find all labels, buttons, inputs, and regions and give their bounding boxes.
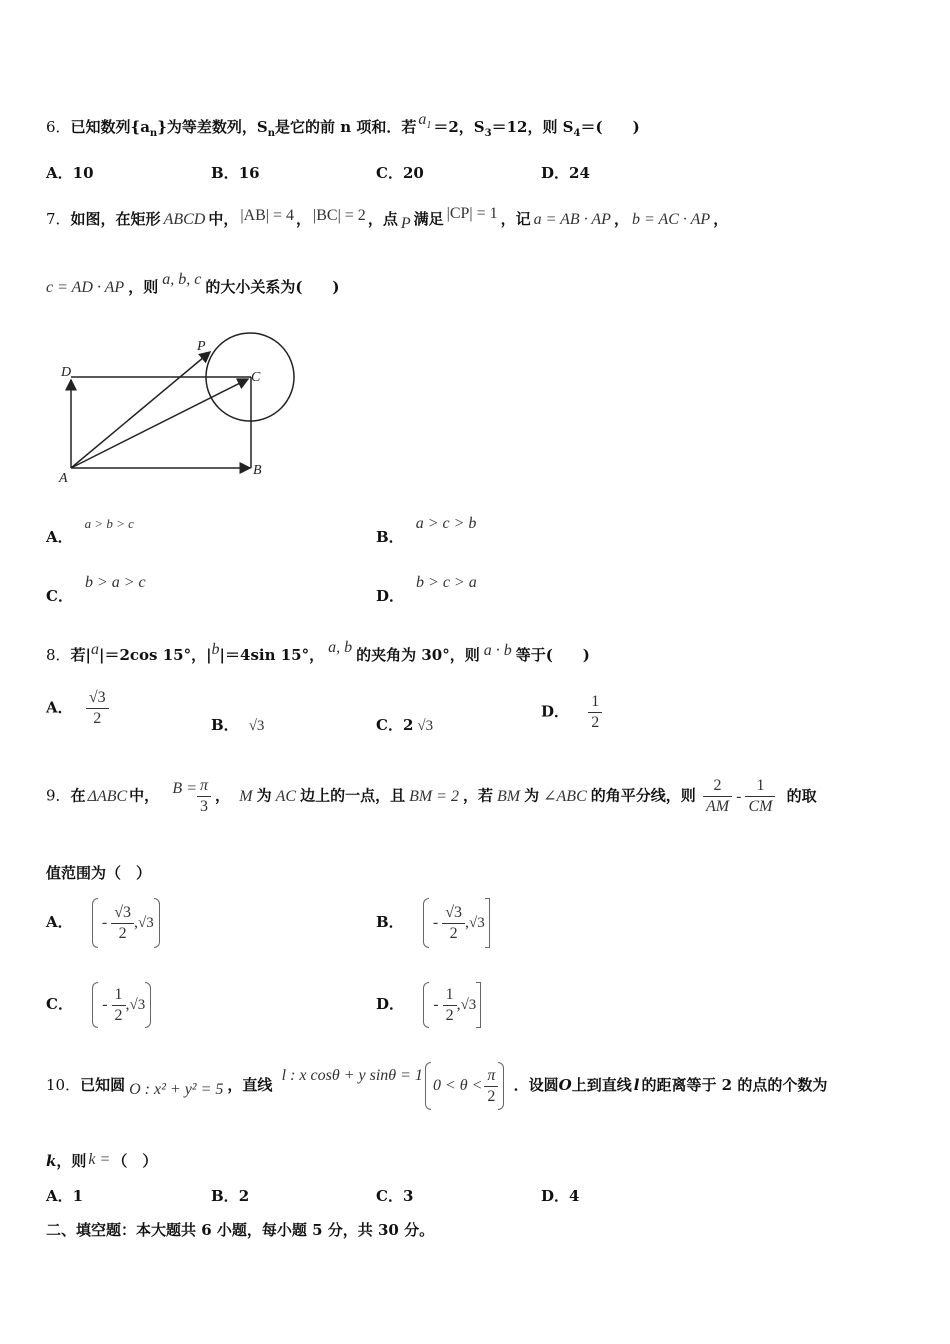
q6-option-b[interactable]: B．16 — [211, 164, 260, 182]
q9-option-c[interactable]: C． - $\frac{1}{2}$ ,√3 — [46, 982, 151, 1028]
q7-vector-ap — [71, 352, 210, 468]
q6-option-c[interactable]: C．20 — [376, 164, 424, 182]
q7-option-c[interactable]: C．b > a > c — [46, 574, 146, 605]
q8-option-a[interactable]: A． $\frac{√3}{2}$ — [46, 688, 109, 729]
q6-option-a[interactable]: A．10 — [46, 164, 94, 182]
q7-option-b[interactable]: B．a > c > b — [376, 515, 477, 546]
q7-stem-line1: 7．如图，在矩形 ABCD 中， |AB| = 4 ， |BC| = 2 ，点 P 满足 |CP| = 1 ，记 a = AB · AP ， b = AC · AP ， — [46, 205, 729, 232]
q7-option-a[interactable]: A．a > b > c — [46, 516, 134, 546]
q10-option-a[interactable]: A．1 — [46, 1187, 84, 1205]
q8-option-c[interactable]: C．2 √3 — [376, 716, 434, 734]
q7-label-b: B — [253, 463, 262, 478]
q6-stem: 6．已知数列$\{a_n\}$为等差数列，$S_n$是它的前 n 项和．若 $a_1 =2$，$S_3=12$，则 $S_4=$( ) — [46, 111, 640, 139]
q7-label-d: D — [61, 365, 72, 380]
q8-option-b[interactable]: B． √3 — [211, 716, 265, 734]
q10-stem-line1: 10．已知圆 O : x² + y² = 5 ，直线 l : x cosθ + y sinθ = 10 < θ < $\frac{\pi}{2}$ ．设圆O上到直线 l 的距离等于 2 的点的个数为 — [46, 1062, 827, 1110]
q6-option-d[interactable]: D．24 — [541, 164, 590, 182]
q7-figure — [55, 328, 305, 488]
q9-option-d[interactable]: D． - $\frac{1}{2}$ ,√3 — [376, 982, 481, 1028]
q8-option-d[interactable]: D． $\frac{1}{2}$ — [541, 692, 602, 733]
q7-label-c: C — [251, 370, 261, 385]
q7-label-a: A — [59, 471, 68, 486]
q10-option-b[interactable]: B．2 — [211, 1187, 250, 1205]
q10-stem-line2: k，则 k = （ ） — [46, 1151, 158, 1170]
q8-stem: 8．若|a|＝2cos 15°，|b|＝4sin 15°， a, b 的夹角为 30°，则 a · b 等于( ) — [46, 639, 590, 664]
q10-option-d[interactable]: D．4 — [541, 1187, 580, 1205]
q7-option-d[interactable]: D．b > c > a — [376, 574, 477, 605]
q7-stem-line2: c = AD · AP ，则 a, b, c 的大小关系为( ) — [46, 271, 340, 296]
q7-label-p: P — [197, 339, 206, 354]
q9-stem-line1: 9．在 ΔABC 中， B = $\frac{\pi}{3}$ ， M 为 AC 边上的一点，且 BM = 2 ，若 BM 为 ∠ABC 的角平分线，则 $\frac{2}{AM}$ - $\frac{1}{CM}$ 的取 — [46, 777, 817, 815]
q9-option-a[interactable]: A． - $\frac{√3}{2}$ ,√3 — [46, 898, 160, 948]
section-2-heading: 二、填空题：本大题共 6 小题，每小题 5 分，共 30 分。 — [46, 1221, 435, 1239]
q7-vector-ac — [71, 379, 248, 468]
q9-stem-line2: 值范围为（ ） — [46, 864, 152, 882]
q9-option-b[interactable]: B． - $\frac{√3}{2}$ ,√3 — [376, 898, 490, 948]
q10-option-c[interactable]: C．3 — [376, 1187, 414, 1205]
